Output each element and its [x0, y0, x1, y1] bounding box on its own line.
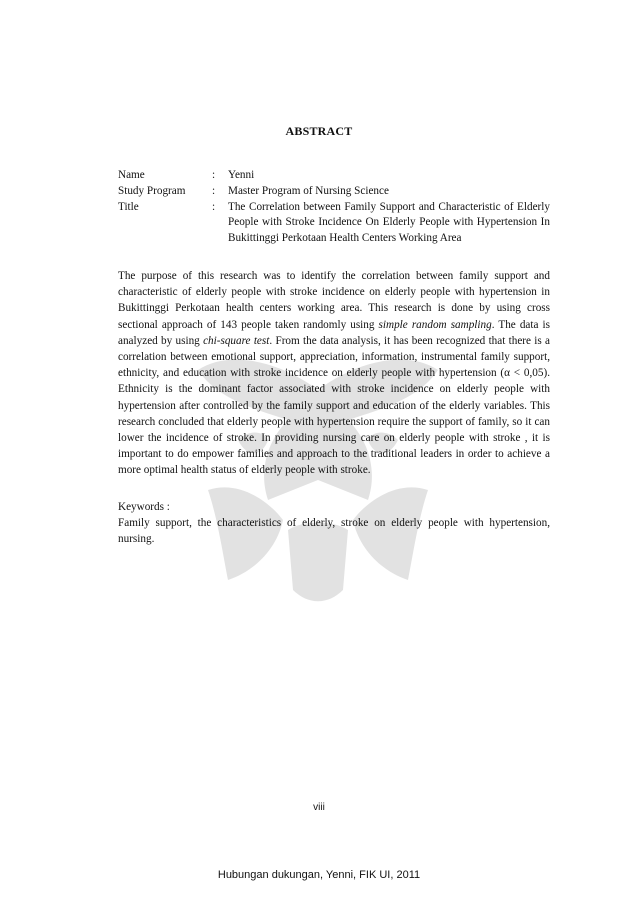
title-value: The Correlation between Family Support and Characteristic of Elderly People with Stroke Incidence On Elderly People with Hypertension In Bukittinggi Perkotaan Health Centers Working Area	[228, 200, 550, 245]
abstract-emphasis-chi-square-test: chi-square test	[203, 334, 270, 347]
page-number: viii	[313, 802, 325, 813]
study-program-separator: :	[212, 184, 216, 197]
title-label: Title	[118, 200, 139, 213]
abstract-emphasis-simple-random-sampling: simple random sampling	[378, 318, 492, 331]
metadata-block	[118, 168, 550, 247]
name-value: Yenni	[228, 169, 255, 181]
abstract-text-part-3: . From the data analysis, it has been recognized that there is a correlation between emotional support, appreciation, information, instrumental family support, ethnicity, and education with stroke incidence on elderly people with hypertension (α < 0,05). Ethnicity is the dominant factor associated with stroke incidence on elderly people with hypertension after controlled by the family support and education of the elderly variables. This research concluded that elderly people with hypertension require the support of family, so it can lower the incidence of stroke. In providing nursing care on elderly people with stroke , it is important to do empower families and approach to the traditional leaders in order to achieve a more optimal health status of elderly people with stroke.	[118, 334, 551, 477]
abstract-body	[118, 268, 550, 479]
abstract-text-part-1: The purpose of this research was to identify the correlation between family support and characteristic of elderly people with stroke incidence on elderly people with hypertension in Bukittinggi Perkotaan health centers working area. This research is done by using cross sectional approach of 143 people taken randomly using	[118, 270, 550, 331]
keywords-block	[118, 499, 550, 548]
abstract-text-part-2: . The data is analyzed by using	[118, 318, 550, 347]
study-program-row	[118, 184, 550, 200]
study-program-value: Master Program of Nursing Science	[228, 184, 389, 197]
name-separator: :	[212, 169, 216, 181]
page-footer: Hubungan dukungan, Yenni, FIK UI, 2011	[217, 869, 421, 881]
keywords-text: Family support, the characteristics of elderly, stroke on elderly people with hypertension, nursing.	[118, 517, 550, 546]
name-row	[118, 168, 550, 184]
title-row	[118, 200, 550, 247]
abstract-heading: ABSTRACT	[285, 124, 353, 138]
study-program-label: Study Program	[118, 184, 186, 197]
name-label: Name	[118, 169, 145, 181]
keywords-label: Keywords :	[118, 501, 170, 513]
title-separator: :	[212, 200, 216, 213]
